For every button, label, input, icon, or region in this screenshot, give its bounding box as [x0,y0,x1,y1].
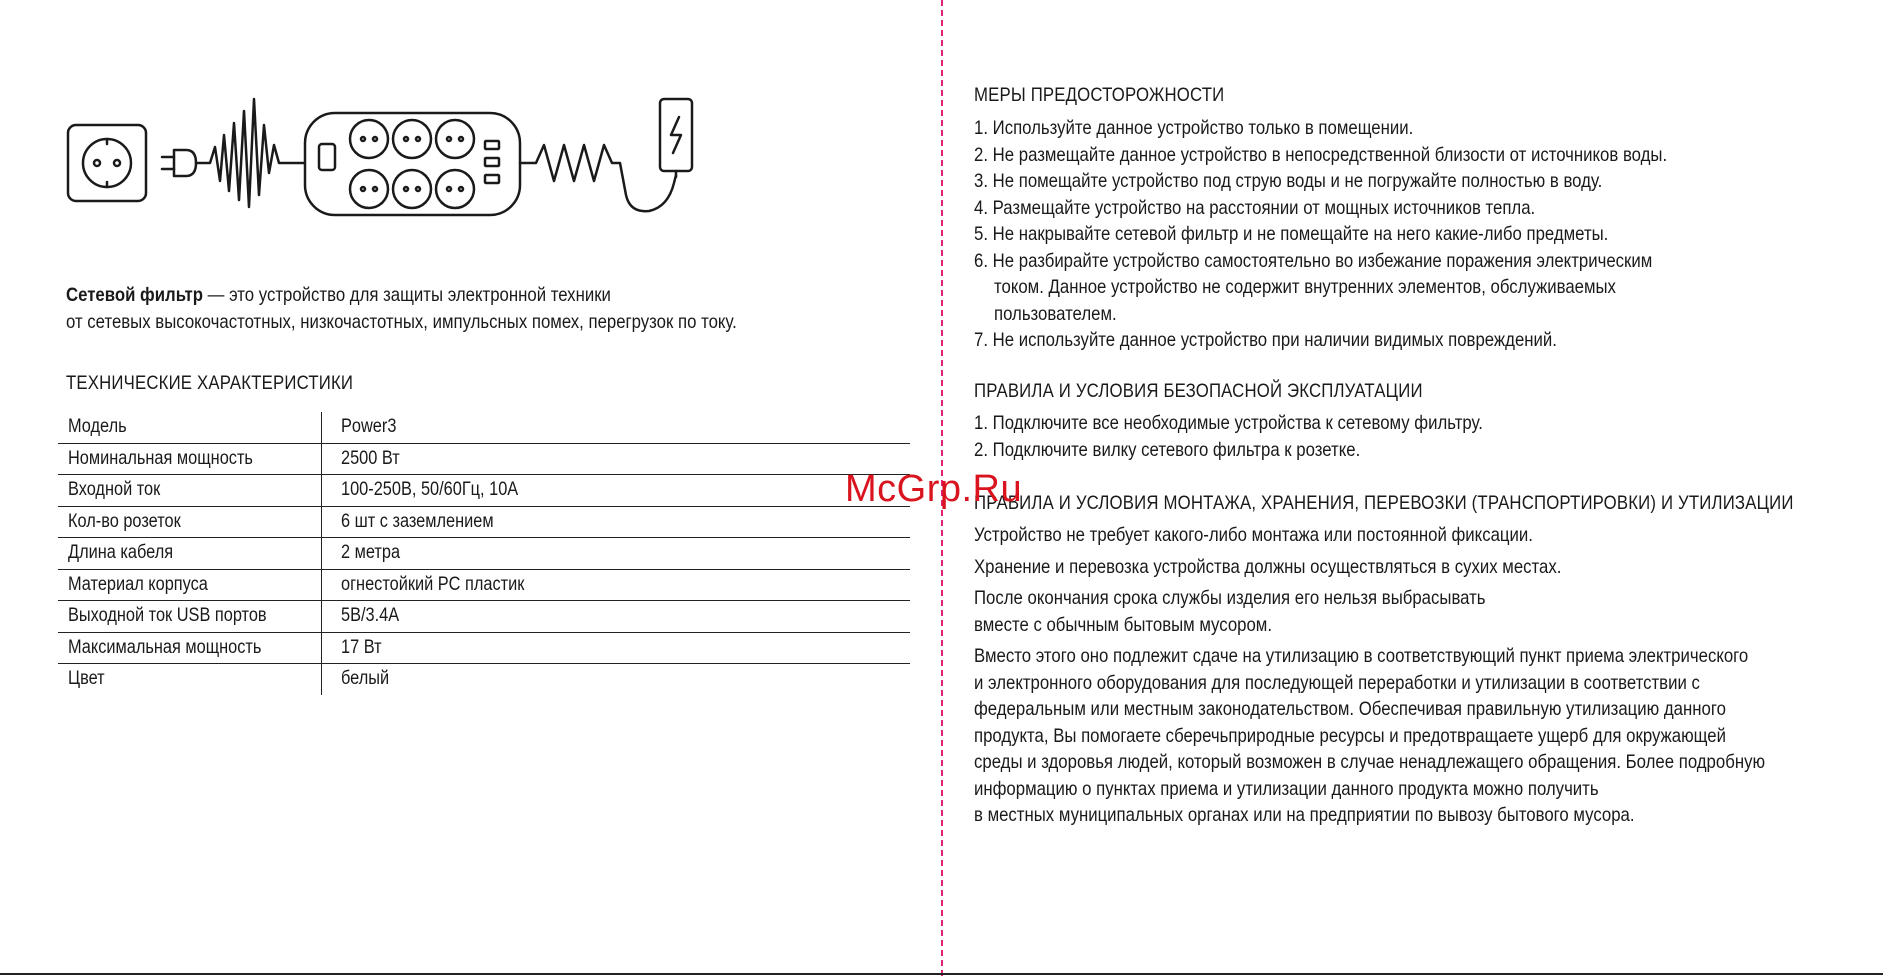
spec-value: белый [341,668,390,690]
spec-value: 2 метра [322,538,911,570]
spec-row [58,632,910,664]
cable-wave-icon [520,145,676,211]
intro-line-2: от сетевых высокочастотных, низкочастотных, импульсных помех, перегрузок по току. [66,311,737,333]
mounting-title: ПРАВИЛА И УСЛОВИЯ МОНТАЖА, ХРАНЕНИЯ, ПЕРЕВОЗКИ (ТРАНСПОРТИРОВКИ) И УТИЛИЗАЦИИ [974,492,1794,514]
spec-value: огнестойкий PC пластик [322,569,911,601]
intro-line-1: — это устройство для защиты электронной техники [202,284,611,306]
spec-row [58,569,910,601]
spec-row [58,506,910,538]
precaution-line: пользователем. [994,302,1117,325]
precaution-line: 5. Не накрывайте сетевой фильтр и не помещайте на него какие-либо предметы. [974,223,1609,245]
specs-table [58,412,910,695]
spec-value: 17 Вт [322,632,911,664]
spec-row [58,664,910,695]
mounting-p4-line: продукта, Вы помогаете сберечьприродные ресурсы и предотвращаете ущерб для окружающей [974,724,1726,747]
spec-label: Максимальная мощность [58,632,322,664]
spec-row [58,412,910,443]
spec-value: 5В/3.4А [322,601,911,633]
mounting-p3-line: вместе с обычным бытовым мусором. [974,613,1273,636]
precaution-line: 6. Не разбирайте устройство самостоятельно во избежание поражения электрическим [974,249,1653,272]
mounting-p4-line: федеральным или местным законодательством. Обеспечивая правильную утилизацию данного [974,698,1726,720]
noise-wave-icon [196,99,304,207]
watermark: McGrp.Ru [845,468,1023,510]
rules-list [974,410,1834,463]
spec-row [58,443,910,475]
wall-socket-icon [68,125,146,201]
precaution-line: током. Данное устройство не содержит внутренних элементов, обслуживаемых [994,276,1616,298]
precaution-line: 1. Используйте данное устройство только в помещении. [974,117,1414,139]
spec-value: 2500 Вт [322,443,911,475]
spec-label: Номинальная мощность [58,443,322,475]
spec-label: Материал корпуса [58,569,322,601]
intro-term: Сетевой фильтр [66,284,203,306]
spec-label: Входной ток [58,475,322,507]
spec-label: Длина кабеля [58,538,322,570]
spec-value: 6 шт с заземлением [322,506,911,538]
precautions-title: МЕРЫ ПРЕДОСТОРОЖНОСТИ [974,84,1225,106]
mounting-p3 [974,585,1834,638]
spec-label: Кол-во розеток [58,506,322,538]
specs-title: ТЕХНИЧЕСКИЕ ХАРАКТЕРИСТИКИ [66,372,354,394]
mounting-p4-line: и электронного оборудования для последующей переработки и утилизации в соответствии с [974,671,1700,694]
spec-label: Модель [58,412,322,443]
spec-label: Цвет [58,664,322,695]
spec-label: Выходной ток USB портов [58,601,322,633]
precaution-line: 7. Не используйте данное устройство при наличии видимых повреждений. [974,329,1557,351]
rule-line: 1. Подключите все необходимые устройства к сетевому фильтру. [974,412,1483,434]
power-strip-icon [305,113,520,215]
mounting-p2: Хранение и перевозка устройства должны осуществляться в сухих местах. [974,555,1562,578]
precaution-line: 3. Не помещайте устройство под струю воды и не погружайте полностью в воду. [974,170,1603,192]
rule-line: 2. Подключите вилку сетевого фильтра к розетке. [974,438,1361,461]
spec-value: Power3 [322,412,911,443]
power-bank-icon [660,99,692,177]
mounting-p4 [974,643,1834,829]
mounting-p4-line: Вместо этого оно подлежит сдаче на утилизацию в соответствующий пункт приема электрического [974,645,1749,667]
mounting-p4-line: среды и здоровья людей, который возможен в случае ненадлежащего обращения. Более подробную [974,751,1766,773]
spec-row [58,601,910,633]
power-strip-illustration [64,95,744,225]
mounting-body [974,522,1834,834]
spec-row [58,475,910,507]
precaution-line: 2. Не размещайте данное устройство в непосредственной близости от источников воды. [974,143,1668,166]
mounting-p3-line: После окончания срока службы изделия его нельзя выбрасывать [974,587,1486,609]
precaution-line: 4. Размещайте устройство на расстоянии от мощных источников тепла. [974,196,1536,219]
mounting-p4-line: в местных муниципальных органах или на предприятии по вывозу бытового мусора. [974,804,1635,826]
intro-paragraph [66,282,846,336]
plug-icon [162,150,196,176]
bottom-rule [0,973,1883,975]
spec-row [58,538,910,570]
rules-title: ПРАВИЛА И УСЛОВИЯ БЕЗОПАСНОЙ ЭКСПЛУАТАЦИИ [974,380,1423,402]
spec-value: 100-250В, 50/60Гц, 10А [322,475,911,507]
precautions-list [974,115,1834,354]
mounting-p1: Устройство не требует какого-либо монтажа или постоянной фиксации. [974,524,1533,546]
mounting-p4-line: информацию о пунктах приема и утилизации данного продукта можно получить [974,777,1599,800]
